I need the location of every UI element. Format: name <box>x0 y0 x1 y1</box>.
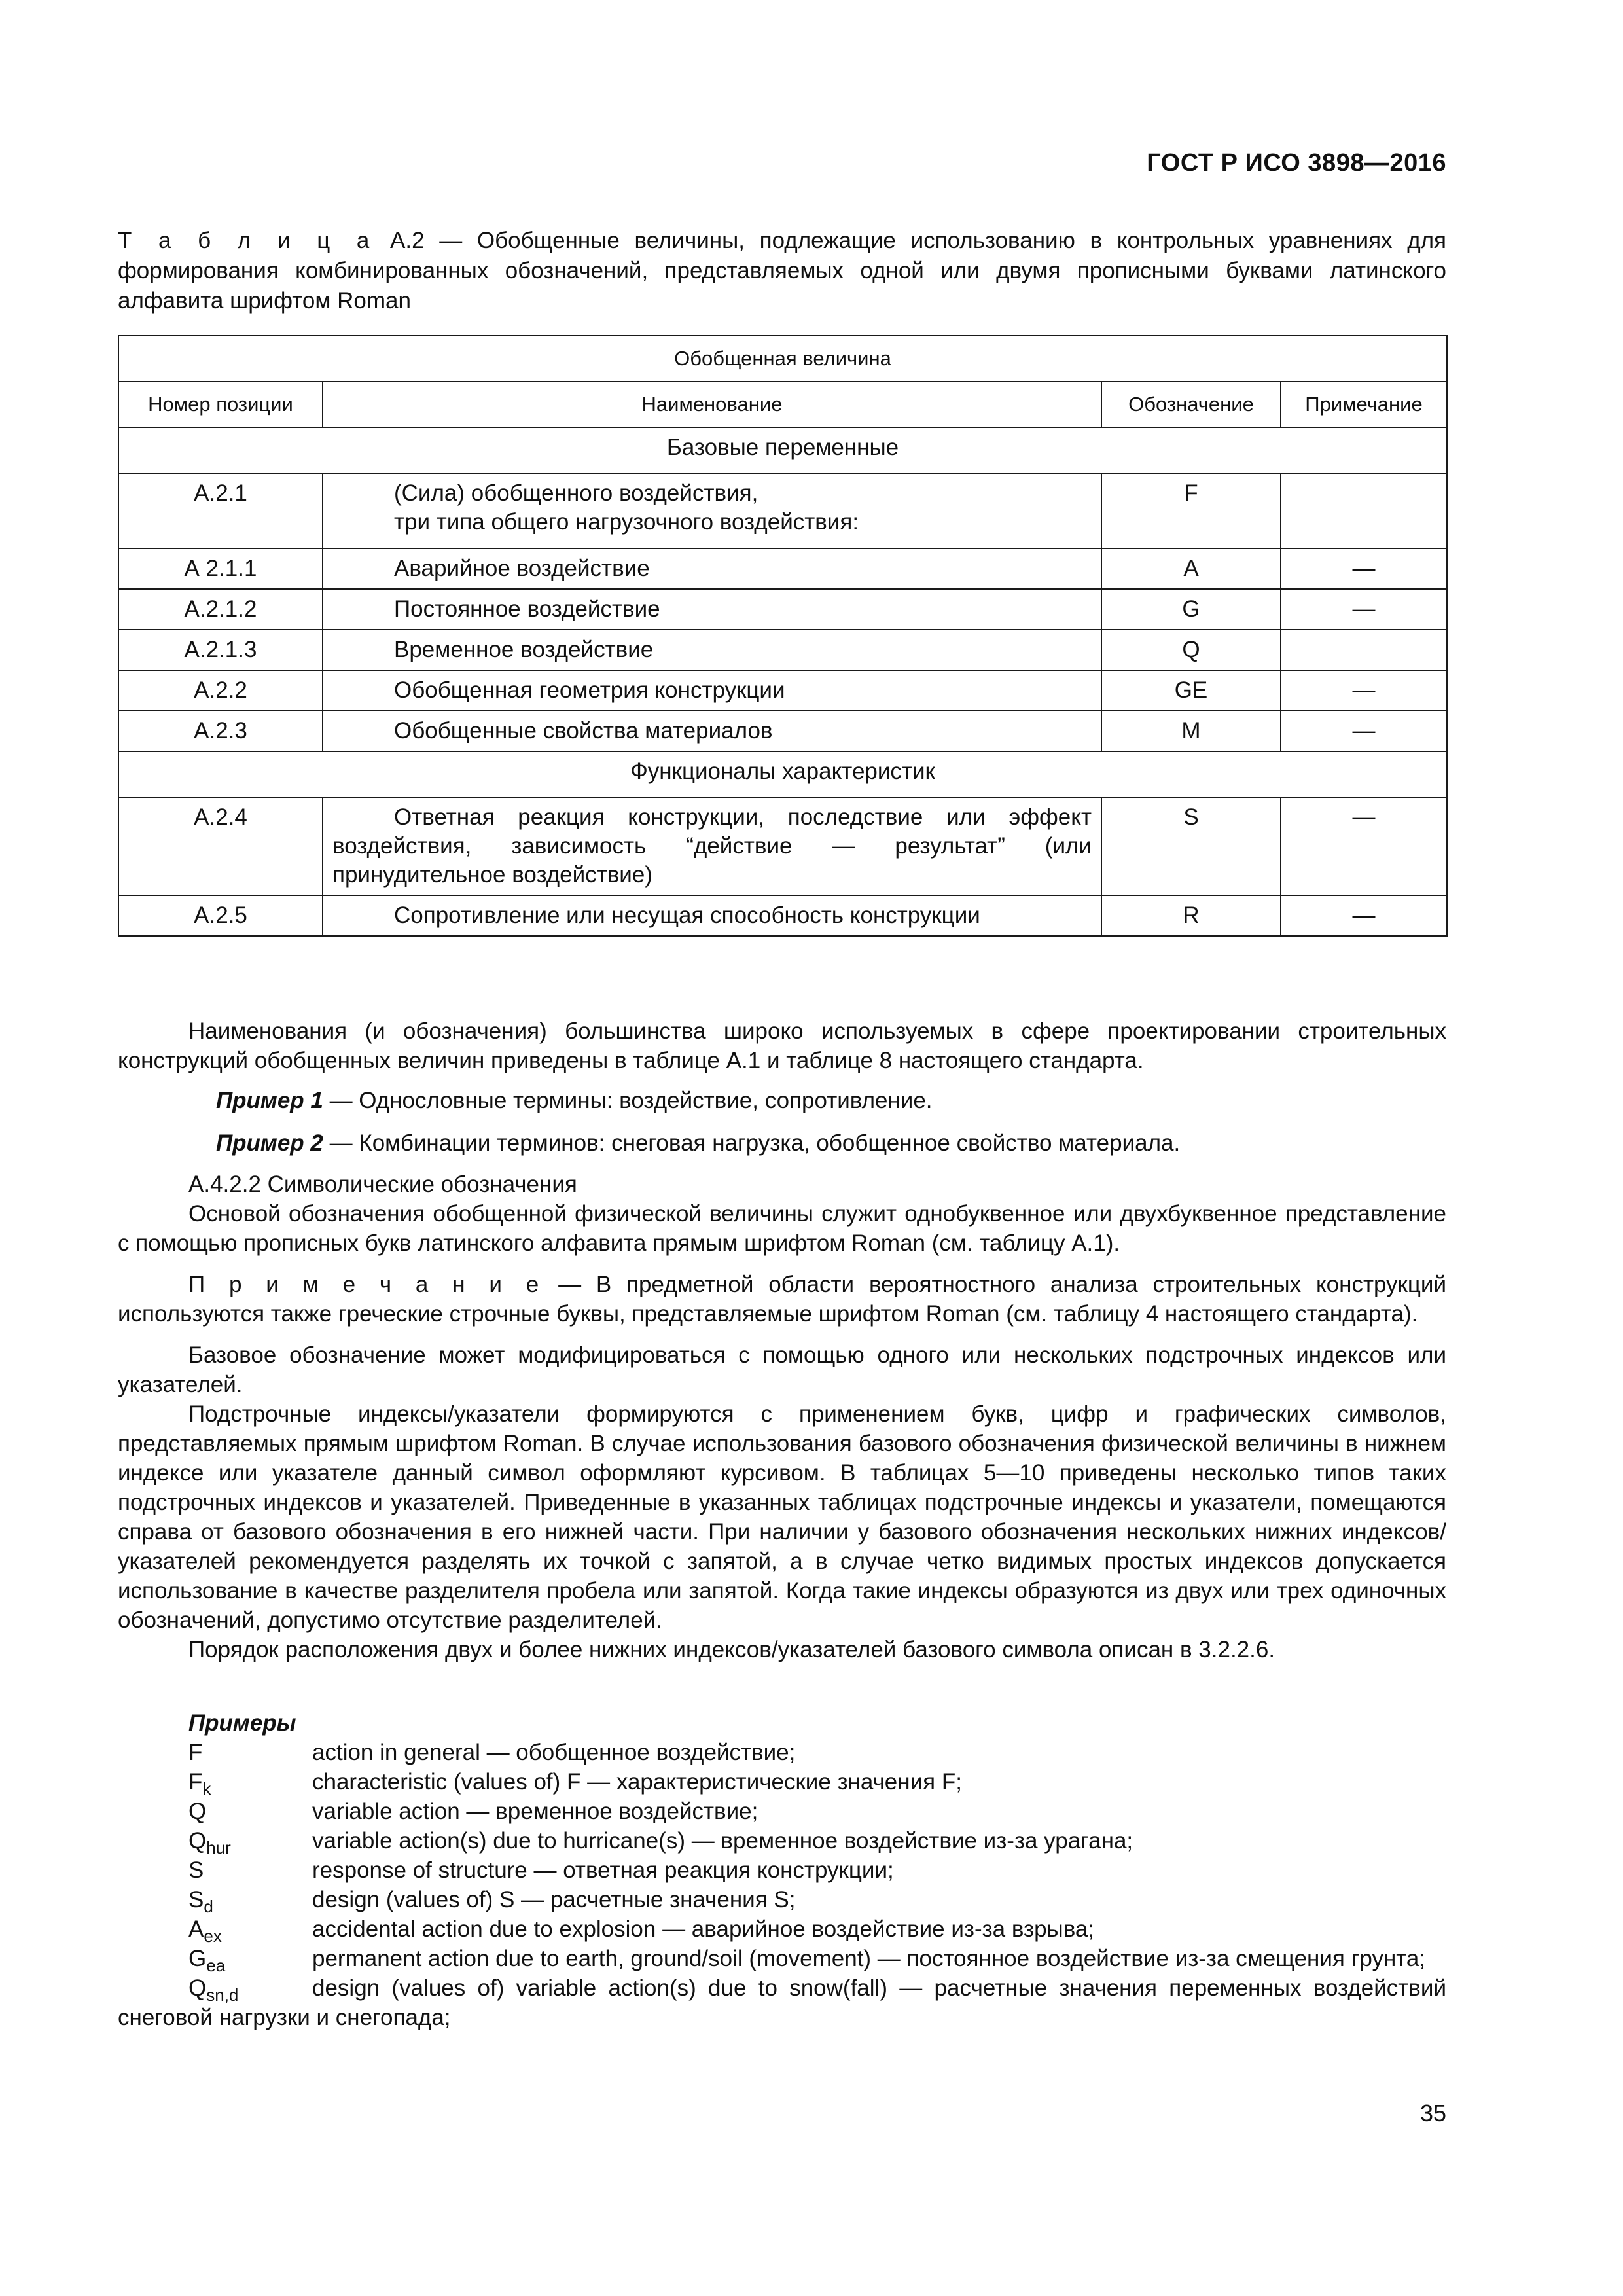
paragraph: Наименования (и обозначения) большинства широко используемых в сфере проектировании строительных конструкций обобщенных величин приведены в таблице А.1 и таблице 8 настоящего стандарта. <box>118 1018 1446 1073</box>
list-item <box>118 1856 1446 1885</box>
subsection-heading: А.4.2.2 Символические обозначения <box>188 1172 577 1197</box>
cell-note: — <box>1281 895 1447 936</box>
cell-name: Аварийное воздействие <box>323 548 1101 589</box>
quantities-table <box>118 335 1448 937</box>
symbol-description: variable action(s) due to hurricane(s) — временное воздействие из-за урагана; <box>312 1828 1133 1854</box>
cell-name: Сопротивление или несущая способность конструкции <box>323 895 1101 936</box>
cell-name: Обобщенная геометрия конструкции <box>323 670 1101 711</box>
table-row <box>118 895 1447 936</box>
example-1 <box>118 1086 1446 1115</box>
cell-note: — <box>1281 548 1447 589</box>
symbol: $A_{ex}$ <box>188 1916 222 1946</box>
cell-symbol: Q <box>1101 630 1281 670</box>
cell-number: А.2.5 <box>118 895 323 936</box>
symbol-description: permanent action due to earth, ground/soil (movement) — постоянное воздействие из-за смещения грунта; <box>312 1946 1426 1971</box>
cell-number: А 2.1.1 <box>118 548 323 589</box>
cell-name: Ответная реакция конструкции, последствие или эффект воздействия, зависимость “действие — результат” (или принудительное воздействие) <box>323 797 1101 895</box>
body-section <box>118 1016 1446 1664</box>
cell-symbol: S <box>1101 797 1281 895</box>
cell-note: — <box>1281 589 1447 630</box>
caption-text: А.2 — Обобщенные величины, подлежащие использованию в контрольных уравнениях для формирования комбинированных обозначений, представляемых одной или двумя прописными буквами латинского алфавита шрифтом Roman <box>118 228 1446 314</box>
symbol: $Q_{sn,d}$ <box>188 1975 239 2005</box>
list-item <box>118 1767 1446 1797</box>
cell-number: А.2.4 <box>118 797 323 895</box>
cell-name-line1: (Сила) обобщенного воздействия, <box>394 480 758 506</box>
table-row <box>118 473 1447 548</box>
section-header-functionals: Функционалы характеристик <box>118 751 1447 797</box>
example-label: Пример 1 <box>216 1088 323 1113</box>
table-row <box>118 548 1447 589</box>
symbol-description: characteristic (values of) F — характеристические значения F; <box>312 1769 962 1795</box>
caption-label: Т а б л и ц а <box>118 228 376 253</box>
paragraph: Порядок расположения двух и более нижних индексов/указателей базового символа описан в 3.2.2.6. <box>188 1637 1275 1662</box>
note-label: П р и м е ч а н и е <box>188 1272 544 1297</box>
paragraph: Основой обозначения обобщенной физической величины служит однобуквенное или двухбуквенное представление с помощью прописных букв латинского алфавита прямым шрифтом Roman (см. таблицу А.1). <box>118 1201 1446 1256</box>
paragraph: Базовое обозначение может модифицироваться с помощью одного или нескольких подстрочных индексов или указателей. <box>118 1342 1446 1397</box>
col-header-symbol: Обозначение <box>1101 382 1281 427</box>
example-label: Пример 2 <box>216 1130 323 1156</box>
symbol: $Q_{hur}$ <box>188 1828 231 1857</box>
cell-note <box>1281 630 1447 670</box>
symbol: F <box>188 1740 203 1765</box>
examples-title: Примеры <box>188 1710 296 1736</box>
list-item <box>118 1738 1446 1767</box>
cell-number: А.2.3 <box>118 711 323 751</box>
list-item <box>118 1797 1446 1826</box>
examples-list <box>118 1708 1446 2032</box>
cell-name <box>323 473 1101 548</box>
cell-number: А.2.2 <box>118 670 323 711</box>
cell-number: А.2.1.2 <box>118 589 323 630</box>
cell-symbol: R <box>1101 895 1281 936</box>
symbol-description: response of structure — ответная реакция конструкции; <box>312 1857 894 1883</box>
cell-note <box>1281 473 1447 548</box>
symbol: $S_d$ <box>188 1887 213 1916</box>
cell-note: — <box>1281 797 1447 895</box>
table-row <box>118 711 1447 751</box>
cell-number: А.2.1 <box>118 473 323 548</box>
note <box>118 1270 1446 1329</box>
cell-note: — <box>1281 711 1447 751</box>
cell-symbol: GE <box>1101 670 1281 711</box>
page-number: 35 <box>1419 2100 1446 2126</box>
table-group-header: Обобщенная величина <box>118 336 1447 382</box>
table-row <box>118 670 1447 711</box>
col-header-number: Номер позиции <box>118 382 323 427</box>
note-text: — В предметной области вероятностного анализа строительных конструкций используются также греческие строчные буквы, представляемые шрифтом Roman (см. таблицу 4 настоящего стандарта). <box>118 1272 1447 1327</box>
symbol: S <box>188 1857 204 1883</box>
table-caption <box>118 226 1446 316</box>
symbol: $F_k$ <box>188 1769 211 1799</box>
cell-name: Постоянное воздействие <box>323 589 1101 630</box>
cell-note: — <box>1281 670 1447 711</box>
symbol-description: variable action — временное воздействие; <box>312 1799 758 1824</box>
symbol: $G_{ea}$ <box>188 1946 226 1975</box>
col-header-note: Примечание <box>1281 382 1447 427</box>
cell-symbol: A <box>1101 548 1281 589</box>
table-row <box>118 589 1447 630</box>
symbol-description: design (values of) S — расчетные значения S; <box>312 1887 796 1912</box>
example-text: — Однословные термины: воздействие, сопротивление. <box>323 1088 933 1113</box>
cell-symbol: G <box>1101 589 1281 630</box>
example-text: — Комбинации терминов: снеговая нагрузка, обобщенное свойство материала. <box>323 1130 1181 1156</box>
cell-name-line2: три типа общего нагрузочного воздействия: <box>394 509 859 535</box>
table-row <box>118 630 1447 670</box>
symbol-description: design (values of) variable action(s) due to snow(fall) — расчетные значения переменных воздействий снеговой нагрузки и снегопада; <box>118 1975 1446 2030</box>
symbol: Q <box>188 1799 207 1824</box>
list-item <box>118 1914 1446 1944</box>
symbol-description: accidental action due to explosion — аварийное воздействие из-за взрыва; <box>312 1916 1095 1942</box>
example-2 <box>118 1128 1446 1158</box>
cell-number: А.2.1.3 <box>118 630 323 670</box>
col-header-name: Наименование <box>323 382 1101 427</box>
cell-name: Временное воздействие <box>323 630 1101 670</box>
list-item <box>118 1885 1446 1914</box>
cell-symbol: M <box>1101 711 1281 751</box>
cell-name: Обобщенные свойства материалов <box>323 711 1101 751</box>
list-item <box>118 1944 1446 1973</box>
section-header-basic: Базовые переменные <box>118 427 1447 473</box>
paragraph: Подстрочные индексы/указатели формируются с применением букв, цифр и графических символов, представляемых прямым шрифтом Roman. В случае использования базового обозначения физической величины в нижнем индексе или указателе данный символ оформляют курсивом. В таблицах 5—10 приведены несколько типов таких подстрочных индексов и указателей. Приведенные в указанных таблицах подстрочные индексы и указатели, помещаются справа от базового обозначения в его нижней части. При наличии у базового обозначения нескольких нижних индексов/указателей рекомендуется разделять их точкой с запятой, а в случае четко видимых простых индексов допускается использование в качестве разделителя пробела или запятой. Когда такие индексы образуются из двух или трех одиночных обозначений, допустимо отсутствие разделителей. <box>118 1401 1446 1633</box>
standard-header: ГОСТ Р ИСО 3898—2016 <box>1147 149 1446 177</box>
symbol-description: action in general — обобщенное воздействие; <box>312 1740 796 1765</box>
table-row <box>118 797 1447 895</box>
list-item <box>118 1826 1446 1856</box>
cell-symbol: F <box>1101 473 1281 548</box>
list-item <box>118 1973 1446 2032</box>
